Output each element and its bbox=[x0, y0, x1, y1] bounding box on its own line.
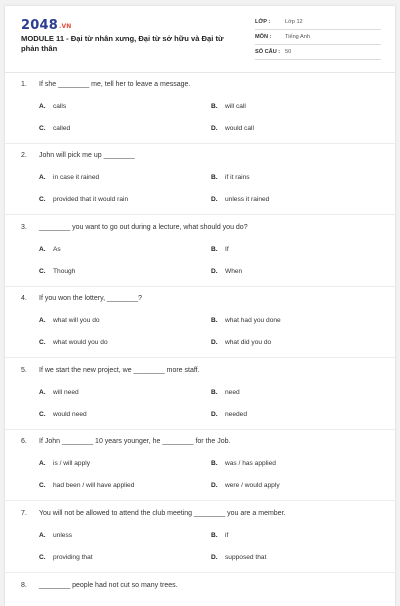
site-logo[interactable] bbox=[21, 18, 72, 33]
option-d[interactable] bbox=[211, 482, 280, 489]
option-letter: A. bbox=[39, 389, 46, 396]
question-stem: ________ people had not cut so many trees. bbox=[39, 582, 178, 589]
option-text: in case it rained bbox=[53, 174, 100, 181]
option-letter: C. bbox=[39, 268, 46, 275]
option-text: If bbox=[225, 246, 229, 253]
option-text: would call bbox=[225, 125, 254, 132]
option-c[interactable] bbox=[39, 268, 75, 275]
option-letter: B. bbox=[211, 103, 218, 110]
option-b[interactable] bbox=[211, 246, 229, 253]
option-a[interactable] bbox=[39, 532, 72, 539]
logo-main-text: 2048 bbox=[21, 18, 58, 33]
question-separator bbox=[5, 429, 395, 430]
option-c[interactable] bbox=[39, 411, 87, 418]
option-letter: B. bbox=[211, 460, 218, 467]
option-a[interactable] bbox=[39, 246, 61, 253]
option-b[interactable] bbox=[211, 103, 246, 110]
option-letter: D. bbox=[211, 411, 218, 418]
option-letter: B. bbox=[211, 389, 218, 396]
option-letter: B. bbox=[211, 532, 218, 539]
option-letter: D. bbox=[211, 268, 218, 275]
option-b[interactable] bbox=[211, 174, 250, 181]
logo-sub-text: .VN bbox=[58, 23, 72, 30]
option-text: provided that it would rain bbox=[53, 196, 129, 203]
option-d[interactable] bbox=[211, 196, 269, 203]
question-stem: You will not be allowed to attend the club meeting ________ you are a member. bbox=[39, 510, 286, 517]
header-divider bbox=[5, 72, 395, 73]
option-text: would need bbox=[53, 411, 87, 418]
option-c[interactable] bbox=[39, 482, 134, 489]
option-a[interactable] bbox=[39, 389, 79, 396]
option-a[interactable] bbox=[39, 103, 66, 110]
option-text: supposed that bbox=[225, 554, 267, 561]
worksheet-page bbox=[5, 6, 395, 606]
option-text: if it rains bbox=[225, 174, 250, 181]
option-a[interactable] bbox=[39, 174, 99, 181]
question-number: 8. bbox=[21, 582, 27, 589]
option-letter: A. bbox=[39, 317, 46, 324]
question-number: 1. bbox=[21, 81, 27, 88]
meta-key: MÔN : bbox=[255, 34, 272, 40]
module-title: MODULE 11 - Đại từ nhân xưng, Đại từ sở hữu và Đại từ phản thân bbox=[21, 34, 224, 53]
option-text: unless it rained bbox=[225, 196, 270, 203]
question-separator bbox=[5, 214, 395, 215]
option-letter: D. bbox=[211, 339, 218, 346]
option-c[interactable] bbox=[39, 554, 93, 561]
question-number: 7. bbox=[21, 510, 27, 517]
option-letter: D. bbox=[211, 554, 218, 561]
option-b[interactable] bbox=[211, 460, 276, 467]
option-letter: D. bbox=[211, 125, 218, 132]
option-letter: B. bbox=[211, 246, 218, 253]
option-text: When bbox=[225, 268, 243, 275]
option-text: were / would apply bbox=[225, 482, 280, 489]
meta-key: SỐ CÂU : bbox=[255, 49, 281, 55]
question-separator bbox=[5, 143, 395, 144]
option-text: what would you do bbox=[53, 339, 108, 346]
option-d[interactable] bbox=[211, 268, 242, 275]
option-letter: C. bbox=[39, 554, 46, 561]
option-letter: C. bbox=[39, 339, 46, 346]
option-c[interactable] bbox=[39, 339, 108, 346]
option-d[interactable] bbox=[211, 339, 271, 346]
option-letter: C. bbox=[39, 125, 46, 132]
question-number: 3. bbox=[21, 224, 27, 231]
question-number: 5. bbox=[21, 367, 27, 374]
question-separator bbox=[5, 286, 395, 287]
option-a[interactable] bbox=[39, 317, 100, 324]
option-d[interactable] bbox=[211, 554, 266, 561]
option-letter: C. bbox=[39, 196, 46, 203]
option-a[interactable] bbox=[39, 460, 90, 467]
option-letter: A. bbox=[39, 103, 46, 110]
option-text: needed bbox=[225, 411, 248, 418]
option-b[interactable] bbox=[211, 317, 281, 324]
option-text: providing that bbox=[53, 554, 93, 561]
option-text: was / has applied bbox=[225, 460, 276, 467]
question-separator bbox=[5, 500, 395, 501]
option-text: unless bbox=[53, 532, 73, 539]
option-letter: C. bbox=[39, 411, 46, 418]
option-letter: D. bbox=[211, 482, 218, 489]
option-letter: A. bbox=[39, 532, 46, 539]
meta-value: 50 bbox=[285, 49, 292, 55]
option-text: will need bbox=[53, 389, 79, 396]
meta-value: Tiếng Anh bbox=[285, 34, 310, 40]
meta-row-subject bbox=[255, 31, 381, 45]
option-d[interactable] bbox=[211, 411, 247, 418]
option-c[interactable] bbox=[39, 196, 128, 203]
question-stem: If you won the lottery, ________? bbox=[39, 295, 142, 302]
option-b[interactable] bbox=[211, 389, 240, 396]
option-letter: C. bbox=[39, 482, 46, 489]
option-text: had been / will have applied bbox=[53, 482, 135, 489]
option-text: need bbox=[225, 389, 240, 396]
question-stem: If John ________ 10 years younger, he ________ for the Job. bbox=[39, 438, 231, 445]
question-stem: If she ________ me, tell her to leave a message. bbox=[39, 81, 191, 88]
option-text: what did you do bbox=[225, 339, 272, 346]
worksheet-header bbox=[5, 6, 395, 70]
option-text: Though bbox=[53, 268, 76, 275]
question-number: 4. bbox=[21, 295, 27, 302]
option-letter: D. bbox=[211, 196, 218, 203]
option-letter: B. bbox=[211, 174, 218, 181]
question-separator bbox=[5, 572, 395, 573]
question-number: 2. bbox=[21, 152, 27, 159]
option-text: if bbox=[225, 532, 229, 539]
option-b[interactable] bbox=[211, 532, 228, 539]
option-text: what had you done bbox=[225, 317, 281, 324]
option-text: what will you do bbox=[53, 317, 100, 324]
option-letter: A. bbox=[39, 460, 46, 467]
question-stem: John will pick me up ________ bbox=[39, 152, 135, 159]
option-text: As bbox=[53, 246, 61, 253]
option-c[interactable] bbox=[39, 125, 70, 132]
option-letter: B. bbox=[211, 317, 218, 324]
question-stem: If we start the new project, we ________ more staff. bbox=[39, 367, 200, 374]
question-stem: ________ you want to go out during a lecture, what should you do? bbox=[39, 224, 248, 231]
option-text: is / will apply bbox=[53, 460, 91, 467]
question-separator bbox=[5, 357, 395, 358]
question-number: 6. bbox=[21, 438, 27, 445]
option-letter: A. bbox=[39, 174, 46, 181]
meta-value: Lớp 12 bbox=[285, 19, 303, 25]
option-d[interactable] bbox=[211, 125, 254, 132]
option-text: called bbox=[53, 125, 71, 132]
meta-row-count bbox=[255, 46, 381, 60]
option-text: will call bbox=[225, 103, 246, 110]
meta-key: LỚP : bbox=[255, 19, 271, 25]
meta-row-class bbox=[255, 16, 381, 30]
option-letter: A. bbox=[39, 246, 46, 253]
option-text: calls bbox=[53, 103, 67, 110]
